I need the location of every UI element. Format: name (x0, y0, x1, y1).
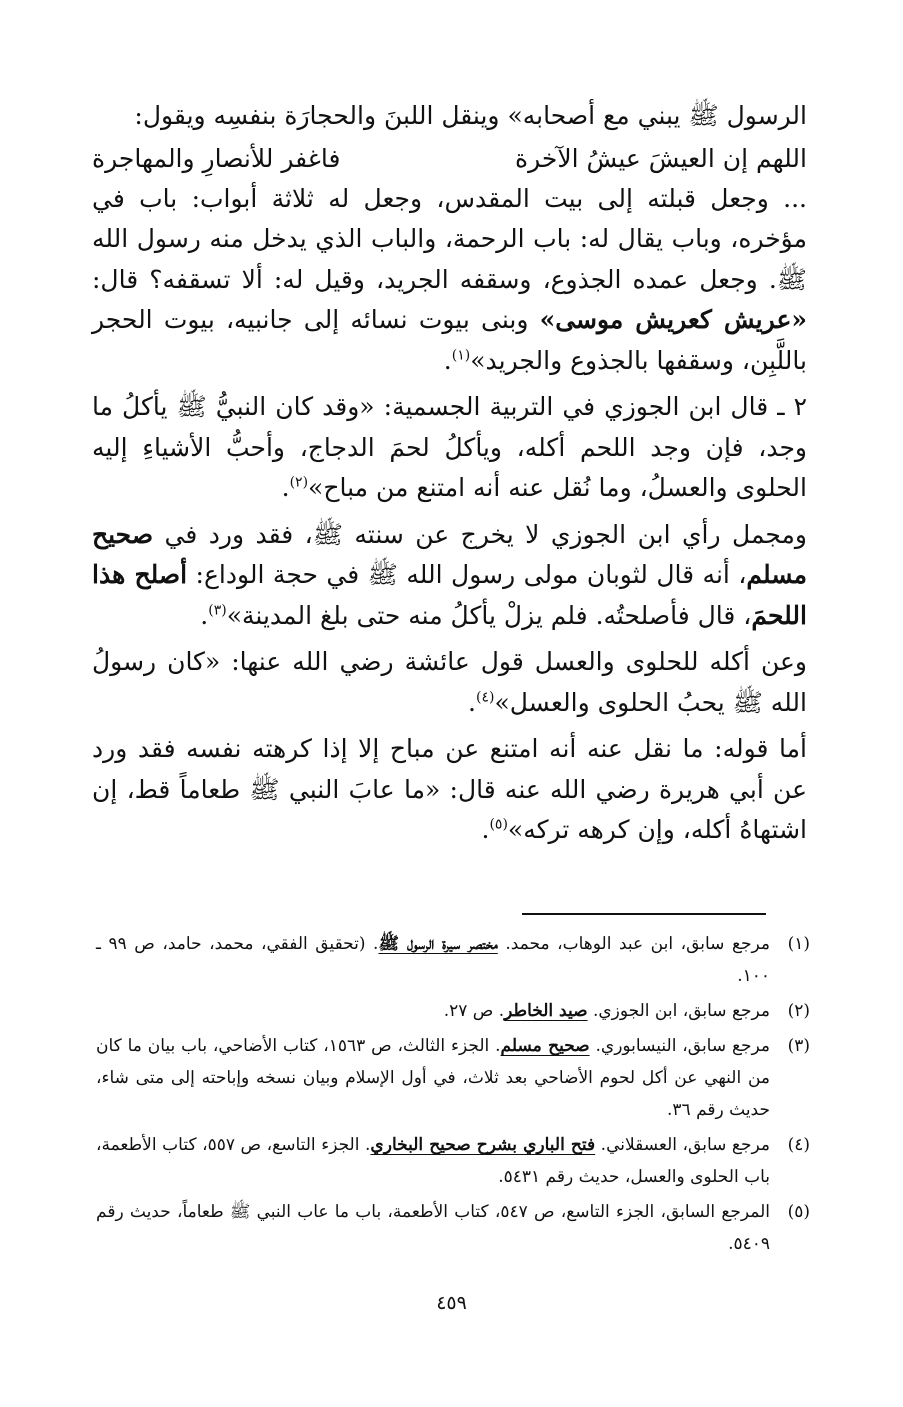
footnote-text-part: المرجع السابق، الجزء التاسع، ص ٥٤٧، كتاب الأطعمة، باب ما عاب النبي ﷺ طعاماً، حديث رقم ٥٤٠٩. (96, 1202, 770, 1254)
footnote-title: صحيح مسلم (500, 1036, 590, 1056)
paragraph-text: ... وجعل قبلته إلى بيت المقدس، وجعل له ثلاثة أبواب: باب في مؤخره، وباب يقال له: باب الرحمة، والباب الذي يدخل منه رسول الله ﷺ. وجعل عمده الجذوع، وسقفه الجريد، وقيل له: ألا تسقفه؟ قال: (92, 183, 807, 294)
paragraph-end: . (281, 473, 290, 502)
paragraph-ibn-aljawzi (92, 387, 807, 509)
footnote-text-part: مرجع سابق، العسقلاني. (595, 1135, 770, 1155)
footnote-item (96, 995, 810, 1027)
footnote-number: (٢) (787, 1001, 810, 1021)
paragraph-end: . (468, 687, 476, 717)
paragraph-abu-hurayra (92, 729, 807, 851)
verse-first-hemistich: اللهم إن العيشَ عيشُ الآخرة (514, 143, 807, 173)
footnote-text-part: . الجزء الثالث، ص ١٥٦٣، كتاب الأضاحي، باب بيان ما كان من النهي عن أكل لحوم الأضاحي بعد ثلاث، في أول الإسلام وبيان نسخه وإباحته إلى متى شاء، حديث رقم ٣٦. (96, 1036, 770, 1120)
paragraph-text: أما قوله: ما نقل عنه أنه امتنع عن مباح إلا إذا كرهته نفسه فقد ورد عن أبي هريرة رضي الله عنه قال: «ما عابَ النبي ﷺ طعاماً قط، إن اشتهاهُ أكله، وإن كرهه تركه» (92, 734, 807, 844)
bold-quote: أصلح هذا اللحمَ (92, 560, 807, 630)
footnote-title: صيد الخاطر (504, 1001, 588, 1021)
intro-line (92, 96, 807, 137)
paragraph-end: . (443, 345, 452, 375)
footnote-text-part: مرجع سابق، النيسابوري. (589, 1036, 771, 1056)
paragraph-text: وعن أكله للحلوى والعسل قول عائشة رضي الله عنها: «كان رسولُ الله ﷺ يحبُ الحلوى والعسل» (92, 647, 807, 717)
footnote-ref[interactable]: (٥) (489, 816, 508, 833)
footnote-text-part: مرجع سابق، ابن عبد الوهاب، محمد. (497, 934, 770, 954)
footnote-number: (٣) (787, 1036, 810, 1056)
bold-quote: «عريش كعريش موسى» (539, 305, 807, 334)
footnote-number: (١) (787, 934, 810, 954)
page-number: ٤٥٩ (436, 1292, 467, 1314)
bold-source: صحيح مسلم (92, 519, 808, 589)
footnote-text (96, 1129, 770, 1193)
paragraph-text: ومجمل رأي ابن الجوزي لا يخرج عن سنته ﷺ، فقد ورد في (153, 519, 807, 549)
footnote-ref[interactable]: (٣) (208, 602, 227, 619)
footnote-text-part: مرجع سابق، ابن الجوزي. (587, 1001, 770, 1021)
footnote-item (96, 1129, 810, 1193)
footnote-ref[interactable]: (١) (451, 347, 471, 364)
footnote-divider (522, 913, 766, 915)
verse-second-hemistich: فاغفر للأنصارِ والمهاجرة (92, 143, 341, 173)
footnote-text (96, 995, 770, 1027)
footnote-number: (٤) (787, 1135, 810, 1155)
main-text (92, 96, 807, 851)
footnote-ref[interactable]: (٤) (475, 689, 495, 706)
paragraph-sweets (92, 642, 807, 723)
footnote-item (96, 1196, 810, 1260)
paragraph-text: ، قال فأصلحتُه. فلم يزلْ يأكلُ منه حتى بلغ المدينة» (226, 600, 752, 630)
footnote-text-part: . ص ٢٧. (443, 1001, 505, 1021)
paragraph-end: . (481, 815, 490, 844)
paragraph-text: وبنى بيوت نسائه إلى جانبيه، بيوت الحجر باللَّبِن، وسقفها بالجذوع والجريد» (92, 305, 807, 375)
footnote-text-part: . (تحقيق الفقي، محمد، حامد، ص ٩٩ ـ ١٠٠. (96, 934, 770, 986)
footnote-text (96, 928, 770, 992)
footnote-title: مختصر سيرة الرسول ﷺ (378, 934, 498, 954)
footnote-item (96, 1030, 810, 1126)
footnote-text-part: . الجزء التاسع، ص ٥٥٧، كتاب الأطعمة، باب الحلوى والعسل، حديث رقم ٥٤٣١. (96, 1135, 770, 1187)
paragraph-sunnah (92, 515, 807, 637)
paragraph-text: ٢ ـ قال ابن الجوزي في التربية الجسمية: «وقد كان النبيُّ ﷺ يأكلُ ما وجد، فإن وجد اللحم أكله، ويأكلُ لحمَ الدجاج، وأحبُّ الأشياءِ إليه الحلوى والعسلُ، وما نُقل عنه أنه امتنع من مباح» (92, 392, 807, 502)
poem-verse (92, 139, 807, 179)
footnote-text (96, 1030, 770, 1126)
footnote-text (96, 1196, 770, 1260)
paragraph-mosque (92, 179, 807, 382)
footnote-title: فتح الباري بشرح صحيح البخاري (370, 1135, 596, 1155)
footnotes (96, 928, 810, 1263)
paragraph-end: . (200, 600, 209, 630)
footnote-item (96, 928, 810, 992)
footnote-number: (٥) (787, 1202, 810, 1222)
paragraph-text: ، أنه قال لثوبان مولى رسول الله ﷺ في حجة الوداع: (187, 560, 747, 589)
intro-text: الرسول ﷺ يبني مع أصحابه» وينقل اللبنَ والحجارَة بنفسِه ويقول: (134, 101, 807, 130)
footnote-ref[interactable]: (٢) (289, 474, 309, 491)
